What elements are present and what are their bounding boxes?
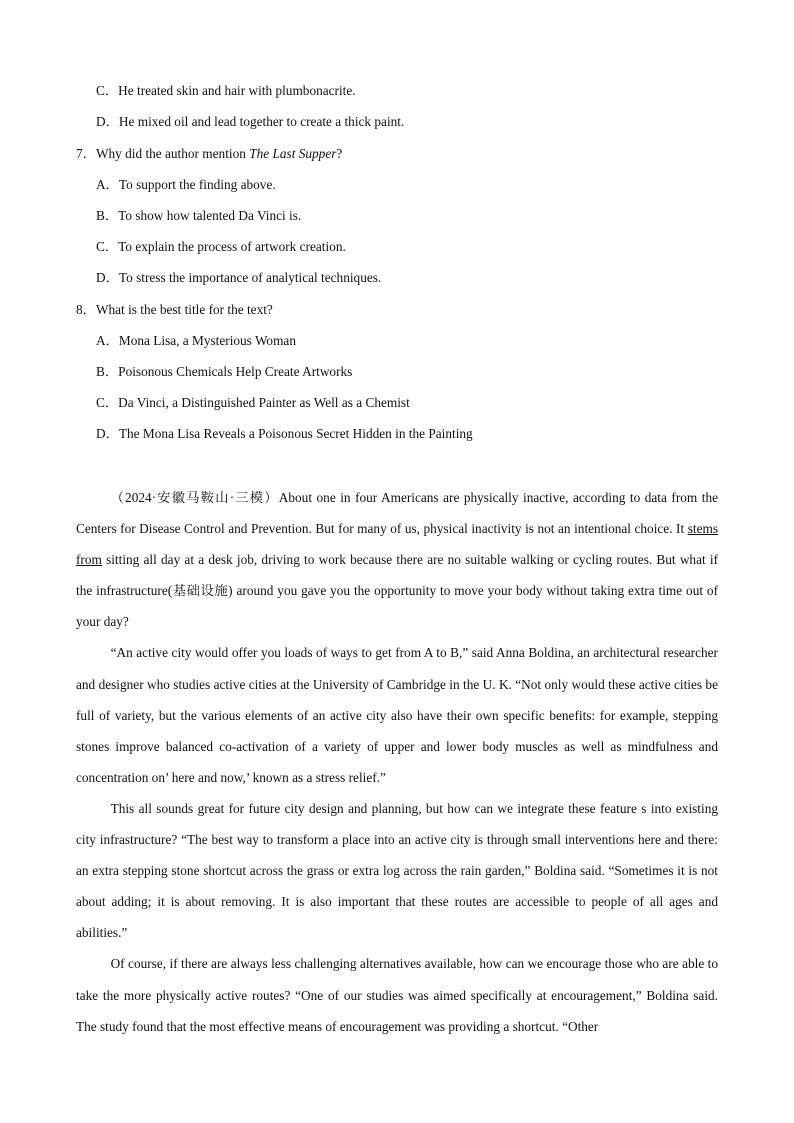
q6-option-d [96, 113, 404, 131]
option-letter: D． [96, 270, 119, 285]
underlined-phrase: stems from [76, 521, 718, 568]
q7-option-a [96, 176, 276, 194]
question-stem-after: ? [336, 146, 343, 161]
passage-paragraph-3: This all sounds great for future city design and planning, but how can we integrate these feature s into existing city infrastructure? “The best way to transform a place into an active city is through small interventions here and there: an extra stepping stone shortcut across the grass or extra log across the rain garden,” Boldina said. “Sometimes it is not about adding; it is about removing. It is also important that these routes are accessible to people of all ages and abilities.” [76, 800, 718, 941]
q8-option-b [96, 363, 352, 381]
q8-option-c [96, 394, 410, 412]
question-number: 8． [76, 302, 96, 317]
option-text: To support the finding above. [118, 177, 276, 192]
option-letter: D． [96, 114, 119, 129]
q7-option-b [96, 207, 301, 225]
option-text: Poisonous Chemicals Help Create Artworks [118, 364, 353, 379]
passage-paragraph-2: “An active city would offer you loads of ways to get from A to B,” said Anna Boldina, an architectural researcher and designer who studies active cities at the University of Cambridge in the U. K. “Not only would these active cities be full of variety, but the various elements of an active city also have their own specific benefits: for example, stepping stones improve balanced co-activation of a variety of upper and lower body muscles as well as mindfulness and concentration on’ here and now,’ known as a stress relief.” [76, 645, 718, 785]
question-stem-italic: The Last Supper [249, 146, 337, 161]
q7-option-c [96, 238, 346, 256]
option-letter: A． [96, 333, 119, 348]
option-letter: B． [96, 208, 119, 223]
q6-option-c [96, 82, 356, 100]
passage-text: sitting all day at a desk job, driving to work because there are no suitable walking or cycling routes. But what if the infrastructure(基础设施) around you gave you the opportunity to move your body without taking extra time out of your day? [76, 552, 718, 630]
option-letter: B． [96, 364, 119, 379]
option-text: Da Vinci, a Distinguished Painter as Well as a Chemist [118, 395, 410, 410]
q8-stem [76, 301, 273, 319]
option-letter: D． [96, 426, 119, 441]
option-text: Mona Lisa, a Mysterious Woman [118, 333, 296, 348]
option-letter: A． [96, 177, 119, 192]
q7-stem [76, 145, 342, 163]
question-number: 7． [76, 146, 96, 161]
option-text: To show how talented Da Vinci is. [118, 208, 302, 223]
option-text: To explain the process of artwork creation. [118, 239, 346, 254]
option-letter: C． [96, 395, 119, 410]
question-stem-before: Why did the author mention [95, 146, 250, 161]
passage-text: About one in four Americans are physically inactive, according to data from the Centers for Disease Control and Prevention. But for many of us, physical inactivity is not an intentional choice. It [76, 490, 718, 537]
q8-option-a [96, 332, 296, 350]
passage-paragraph-1 [76, 482, 718, 637]
q7-option-d [96, 269, 381, 287]
option-text: He treated skin and hair with plumbonacrite. [118, 83, 356, 98]
question-stem: What is the best title for the text? [95, 302, 273, 317]
option-letter: C． [96, 83, 119, 98]
passage-paragraph-4: Of course, if there are always less challenging alternatives available, how can we encourage those who are able to take the more physically active routes? “One of our studies was aimed specifically at encouragement,” Boldina said. The study found that the most effective means of encouragement was providing a shortcut. “Other [76, 956, 718, 1034]
option-text: To stress the importance of analytical techniques. [118, 270, 382, 285]
passage-source: （2024·安徽马鞍山·三模） [110, 490, 279, 505]
option-text: The Mona Lisa Reveals a Poisonous Secret Hidden in the Painting [118, 426, 473, 441]
option-text: He mixed oil and lead together to create a thick paint. [118, 114, 405, 129]
q8-option-d [96, 425, 473, 443]
option-letter: C． [96, 239, 119, 254]
reading-passage [76, 482, 718, 1042]
